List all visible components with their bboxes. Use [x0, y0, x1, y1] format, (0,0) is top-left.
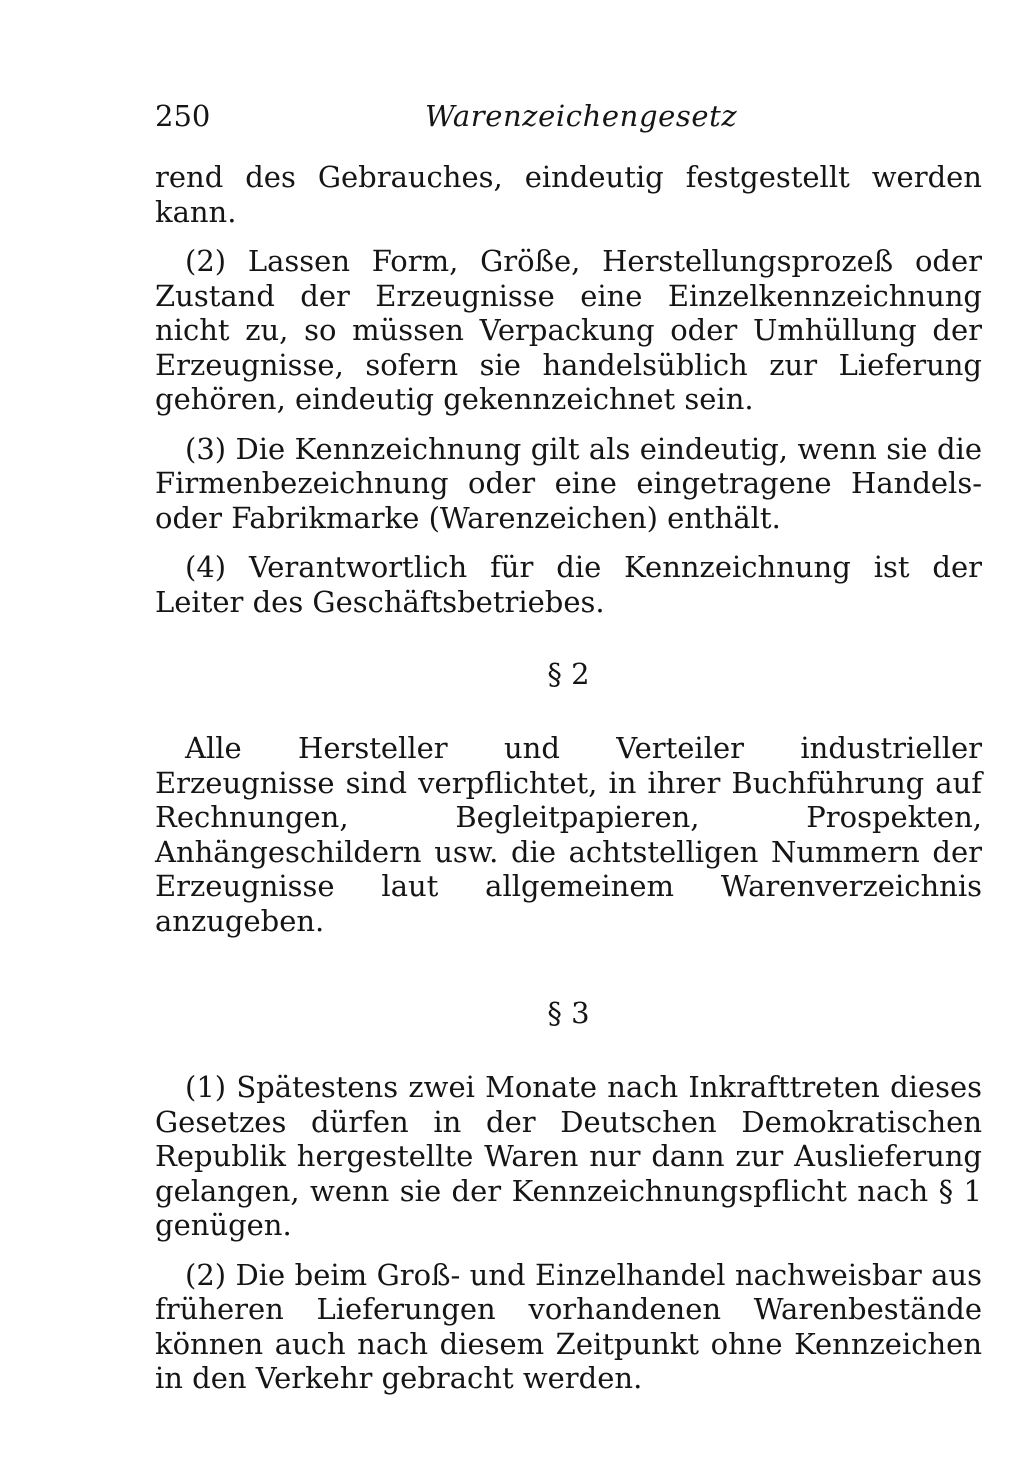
section-3-heading: § 3 [547, 996, 590, 1030]
paragraph-1-2: (2) Lassen Form, Größe, Herstellungsprozeß oder Zustand der Erzeugnisse eine Einzelkennzeichnung nicht zu, so müssen Verpackung oder Umhüllung der Erzeugnisse, sofern sie handelsüblich zur Lieferung gehören, eindeutig gekennzeichnet sein. [155, 244, 982, 416]
paragraph-1-4: (4) Verantwortlich für die Kennzeichnung ist der Leiter des Geschäftsbetriebes. [155, 550, 982, 619]
page-number: 250 [155, 99, 211, 133]
paragraph-1-3: (3) Die Kennzeichnung gilt als eindeutig, wenn sie die Firmenbezeichnung oder eine eingetragene Handels- oder Fabrikmarke (Warenzeichen) enthält. [155, 431, 982, 535]
paragraph-3-1: (1) Spätestens zwei Monate nach Inkrafttreten dieses Gesetzes dürfen in der Deutschen Demokratischen Republik hergestellte Waren nur dann zur Auslieferung gelangen, wenn sie der Kennzeichnungspflicht nach § 1 genügen. [155, 1070, 982, 1242]
section-2-heading: § 2 [547, 657, 590, 691]
page-header [155, 94, 985, 138]
section-2-paragraph: Alle Hersteller und Verteiler industrieller Erzeugnisse sind verpflichtet, in ihrer Buchführung auf Rechnungen, Begleitpapieren, Prospekten, Anhängeschildern usw. die achtstelligen Nummern der Erzeugnisse laut allgemeinem Warenverzeichnis anzugeben. [155, 731, 982, 938]
running-title: Warenzeichengesetz [425, 99, 738, 133]
body-text [155, 160, 982, 1411]
paragraph-3-2: (2) Die beim Groß- und Einzelhandel nachweisbar aus früheren Lieferungen vorhandenen Warenbestände können auch nach diesem Zeitpunkt ohne Kennzeichen in den Verkehr gebracht werden. [155, 1257, 982, 1395]
continued-paragraph: rend des Gebrauches, eindeutig festgestellt werden kann. [155, 160, 982, 229]
